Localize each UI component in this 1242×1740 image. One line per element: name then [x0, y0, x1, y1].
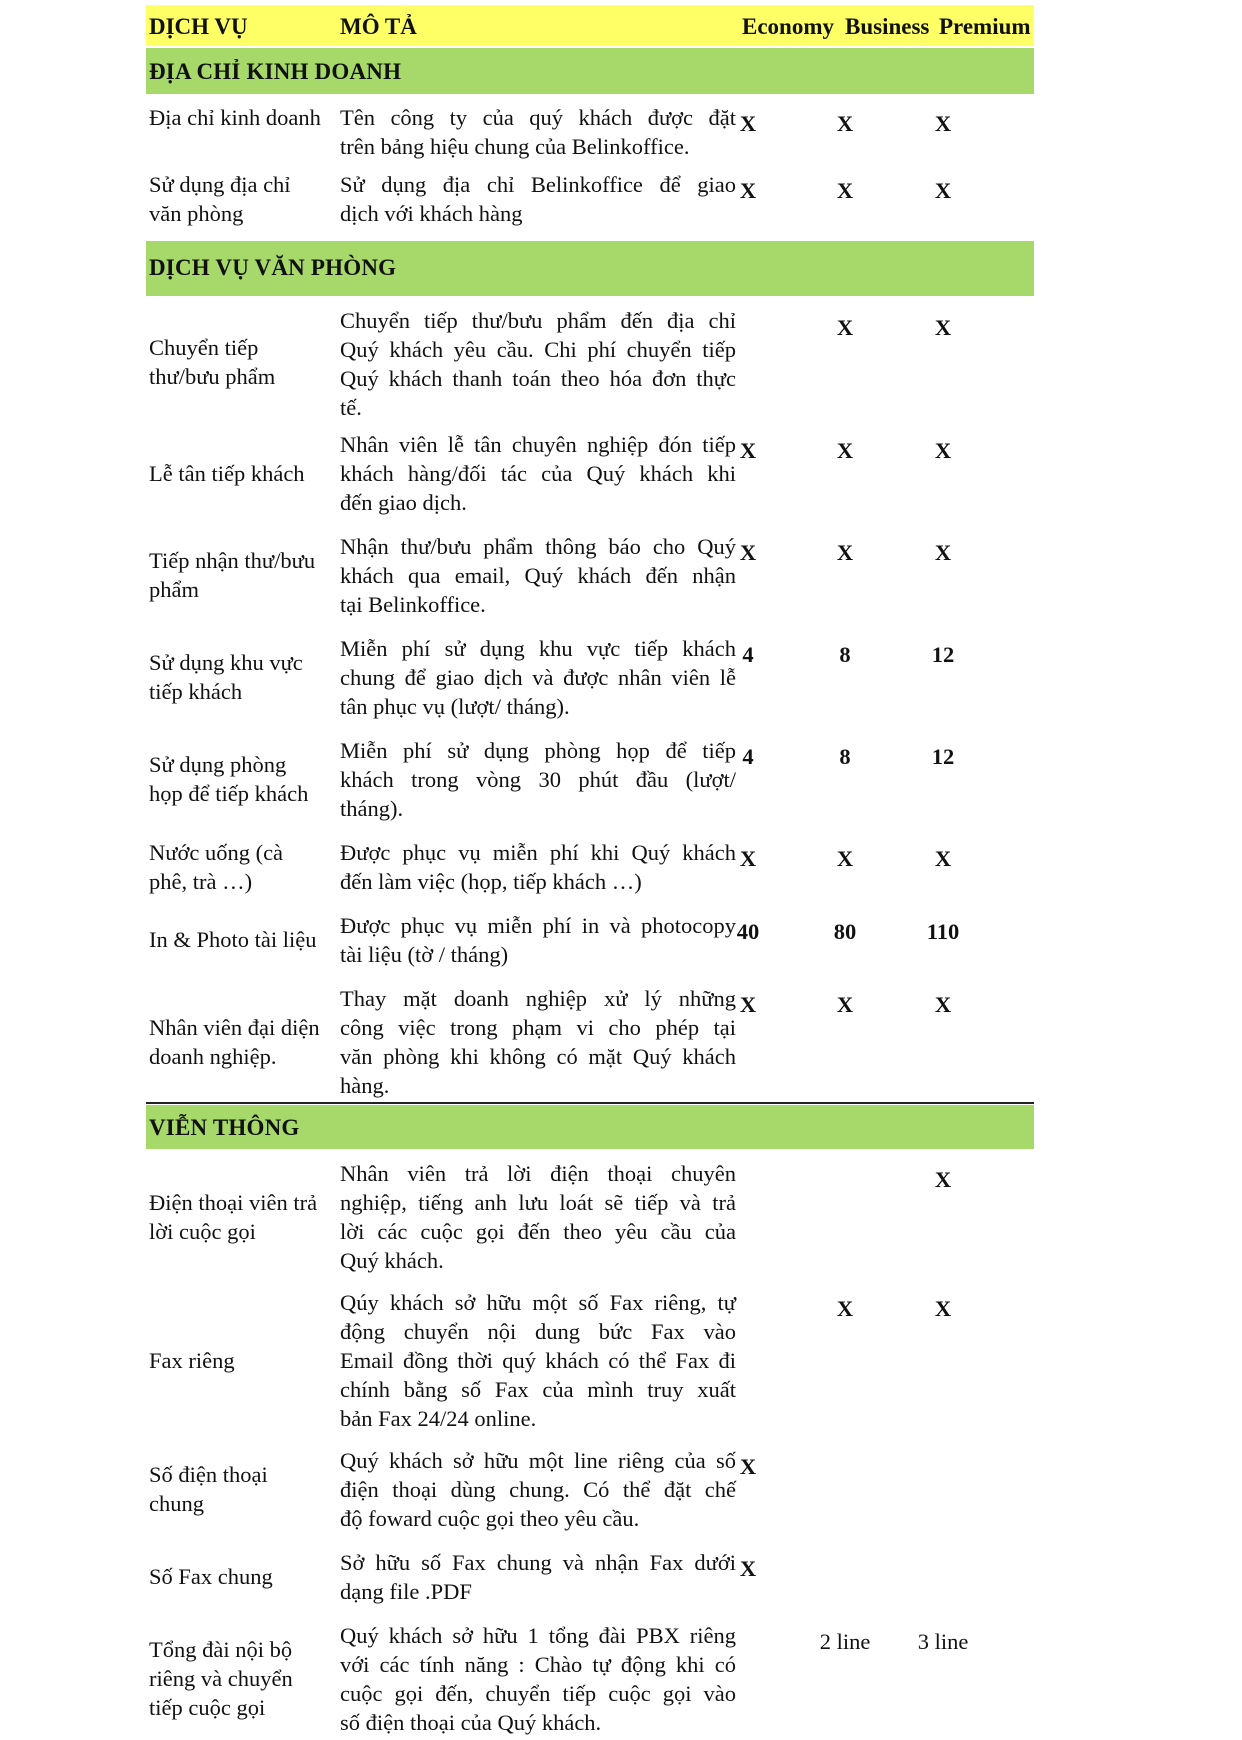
description-line: tài liệu (tờ / tháng) [340, 942, 509, 967]
service-name-line: Điện thoại viên trả [149, 1190, 318, 1215]
plan-value-business: X [836, 438, 854, 463]
header-service-label: DỊCH VỤ [149, 14, 248, 39]
description-line: Miễn phí sử dụng phòng họp để tiếp [340, 738, 736, 763]
plan-value-economy: 4 [742, 642, 754, 667]
service-name-line: tiếp cuộc gọi [149, 1695, 266, 1720]
description-line: Sử dụng địa chỉ Belinkoffice để giao [340, 172, 736, 197]
service-name-line: Số điện thoại [149, 1462, 268, 1487]
plan-value-economy: X [739, 178, 757, 203]
description-line: Quý khách. [340, 1248, 444, 1273]
description-line: trên bảng hiệu chung của Belinkoffice. [340, 134, 690, 159]
plan-value-business: 8 [839, 744, 851, 769]
service-name-line: Chuyển tiếp [149, 335, 259, 360]
plan-value-economy: X [739, 540, 757, 565]
description-line: Quý khách thanh toán theo hóa đơn thực [340, 366, 736, 391]
service-name-line: Fax riêng [149, 1348, 235, 1373]
plan-value-economy: X [739, 846, 757, 871]
service-name-line: Lễ tân tiếp khách [149, 461, 305, 486]
description-line: Chuyển tiếp thư/bưu phẩm đến địa chỉ [340, 308, 736, 333]
service-name-line: văn phòng [149, 201, 244, 226]
description-line: Qúy khách sở hữu một số Fax riêng, tự [340, 1290, 736, 1315]
service-name-line: riêng và chuyển [149, 1666, 293, 1691]
plan-value-business: 2 line [819, 1629, 871, 1654]
description-line: với các tính năng : Chào tự động khi có [340, 1652, 736, 1677]
description-line: đến làm việc (họp, tiếp khách …) [340, 869, 642, 894]
header-plan-business: Business [845, 14, 930, 39]
plan-value-business: X [836, 315, 854, 340]
service-name-line: lời cuộc gọi [149, 1219, 256, 1244]
description-line: số điện thoại của Quý khách. [340, 1710, 602, 1735]
description-line: đến giao dịch. [340, 490, 467, 515]
section-title: VIỄN THÔNG [149, 1115, 300, 1140]
plan-value-business: X [836, 846, 854, 871]
description-line: nghiệp, tiếng anh lưu loát sẽ tiếp và trả [340, 1190, 736, 1215]
description-line: khách qua email, Quý khách đến nhận [340, 563, 736, 588]
plan-value-premium: X [934, 846, 952, 871]
plan-value-business: X [836, 540, 854, 565]
service-name-line: Số Fax chung [149, 1564, 273, 1589]
service-name-line: phẩm [149, 577, 199, 602]
plan-value-economy: X [739, 438, 757, 463]
description-line: động chuyển nội dung bức Fax vào [340, 1319, 736, 1344]
plan-value-business: X [836, 992, 854, 1017]
description-line: dạng file .PDF [340, 1579, 472, 1604]
plan-value-premium: X [934, 1167, 952, 1192]
description-line: Nhận thư/bưu phẩm thông báo cho Quý [340, 534, 736, 559]
plan-value-business: X [836, 178, 854, 203]
description-line: khách hàng/đối tác của Quý khách khi [340, 461, 736, 486]
description-line: Nhân viên trả lời điện thoại chuyên [340, 1161, 736, 1186]
service-name-line: họp để tiếp khách [149, 781, 309, 806]
description-line: tháng). [340, 796, 404, 821]
description-line: dịch với khách hàng [340, 201, 523, 226]
description-line: Thay mặt doanh nghiệp xử lý những [340, 986, 736, 1011]
plan-value-premium: 12 [931, 744, 955, 769]
plan-value-business: X [836, 1296, 854, 1321]
service-name-line: Sử dụng khu vực [149, 650, 303, 675]
service-name-line: Sử dụng phòng [149, 752, 287, 777]
description-line: Email đồng thời quý khách có thể Fax đi [340, 1348, 736, 1373]
description-line: Nhân viên lễ tân chuyên nghiệp đón tiếp [340, 432, 736, 457]
description-line: cuộc gọi đến, chuyển tiếp cuộc gọi vào [340, 1681, 736, 1706]
plan-value-premium: X [934, 178, 952, 203]
plan-value-business: 80 [833, 919, 857, 944]
description-line: Quý khách sở hữu một line riêng của số [340, 1448, 736, 1473]
plan-value-premium: X [934, 315, 952, 340]
description-line: Miễn phí sử dụng khu vực tiếp khách [340, 636, 736, 661]
service-name-line: Nước uống (cà [149, 840, 284, 865]
header-plan-economy: Economy [742, 14, 834, 39]
description-line: Sở hữu số Fax chung và nhận Fax dưới [340, 1550, 736, 1575]
service-name-line: Tiếp nhận thư/bưu [149, 548, 316, 573]
description-line: hàng. [340, 1073, 390, 1098]
service-name-line: tiếp khách [149, 679, 243, 704]
plan-value-premium: X [934, 540, 952, 565]
plan-value-premium: 3 line [917, 1629, 969, 1654]
description-line: văn phòng khi không có mặt Quý khách [340, 1044, 736, 1069]
description-line: bản Fax 24/24 online. [340, 1406, 537, 1431]
plan-value-premium: X [934, 992, 952, 1017]
plan-value-premium: X [934, 438, 952, 463]
description-line: tại Belinkoffice. [340, 592, 486, 617]
plan-value-business: X [836, 111, 854, 136]
description-line: độ foward cuộc gọi theo yêu cầu. [340, 1506, 640, 1531]
plan-value-business: 8 [839, 642, 851, 667]
description-line: Tên công ty của quý khách được đặt [340, 105, 736, 130]
service-name-line: doanh nghiệp. [149, 1044, 277, 1069]
plan-value-economy: X [739, 1454, 757, 1479]
description-line: Quý khách yêu cầu. Chi phí chuyển tiếp [340, 337, 736, 362]
plan-value-economy: 4 [742, 744, 754, 769]
description-line: tế. [340, 395, 362, 420]
plan-value-economy: 40 [736, 919, 760, 944]
service-name-line: Nhân viên đại diện [149, 1015, 320, 1040]
plan-value-economy: X [739, 992, 757, 1017]
section-title: DỊCH VỤ VĂN PHÒNG [149, 255, 397, 280]
description-line: Được phục vụ miễn phí khi Quý khách [340, 840, 736, 865]
service-name-line: In & Photo tài liệu [149, 927, 317, 952]
description-line: khách trong vòng 30 phút đầu (lượt/ [340, 767, 736, 792]
description-line: Được phục vụ miễn phí in và photocopy [340, 913, 736, 938]
plan-value-premium: 12 [931, 642, 955, 667]
plan-value-premium: X [934, 111, 952, 136]
plan-value-economy: X [739, 111, 757, 136]
description-line: lời các cuộc gọi đến theo yêu cầu của [340, 1219, 736, 1244]
description-line: chung để giao dịch và được nhân viên lễ [340, 665, 736, 690]
service-name-line: phê, trà …) [149, 869, 253, 894]
header-plan-premium: Premium [939, 14, 1031, 39]
plan-value-economy: X [739, 1556, 757, 1581]
section-divider [146, 1102, 1034, 1104]
service-name-line: thư/bưu phẩm [149, 364, 276, 389]
section-title: ĐỊA CHỈ KINH DOANH [149, 59, 402, 84]
service-name-line: Địa chỉ kinh doanh [149, 105, 321, 130]
service-name-line: chung [149, 1491, 204, 1516]
header-desc-label: MÔ TẢ [340, 14, 417, 39]
service-name-line: Sử dụng địa chỉ [149, 172, 291, 197]
description-line: điện thoại dùng chung. Có thể đặt chế [340, 1477, 736, 1502]
service-name-line: Tổng đài nội bộ [149, 1637, 293, 1662]
plan-value-premium: 110 [926, 919, 960, 944]
plan-value-premium: X [934, 1296, 952, 1321]
description-line: chính bằng số Fax của mình truy xuất [340, 1377, 736, 1402]
description-line: Quý khách sở hữu 1 tổng đài PBX riêng [340, 1623, 736, 1648]
description-line: công việc trong phạm vi cho phép tại [340, 1015, 736, 1040]
description-line: tân phục vụ (lượt/ tháng). [340, 694, 570, 719]
